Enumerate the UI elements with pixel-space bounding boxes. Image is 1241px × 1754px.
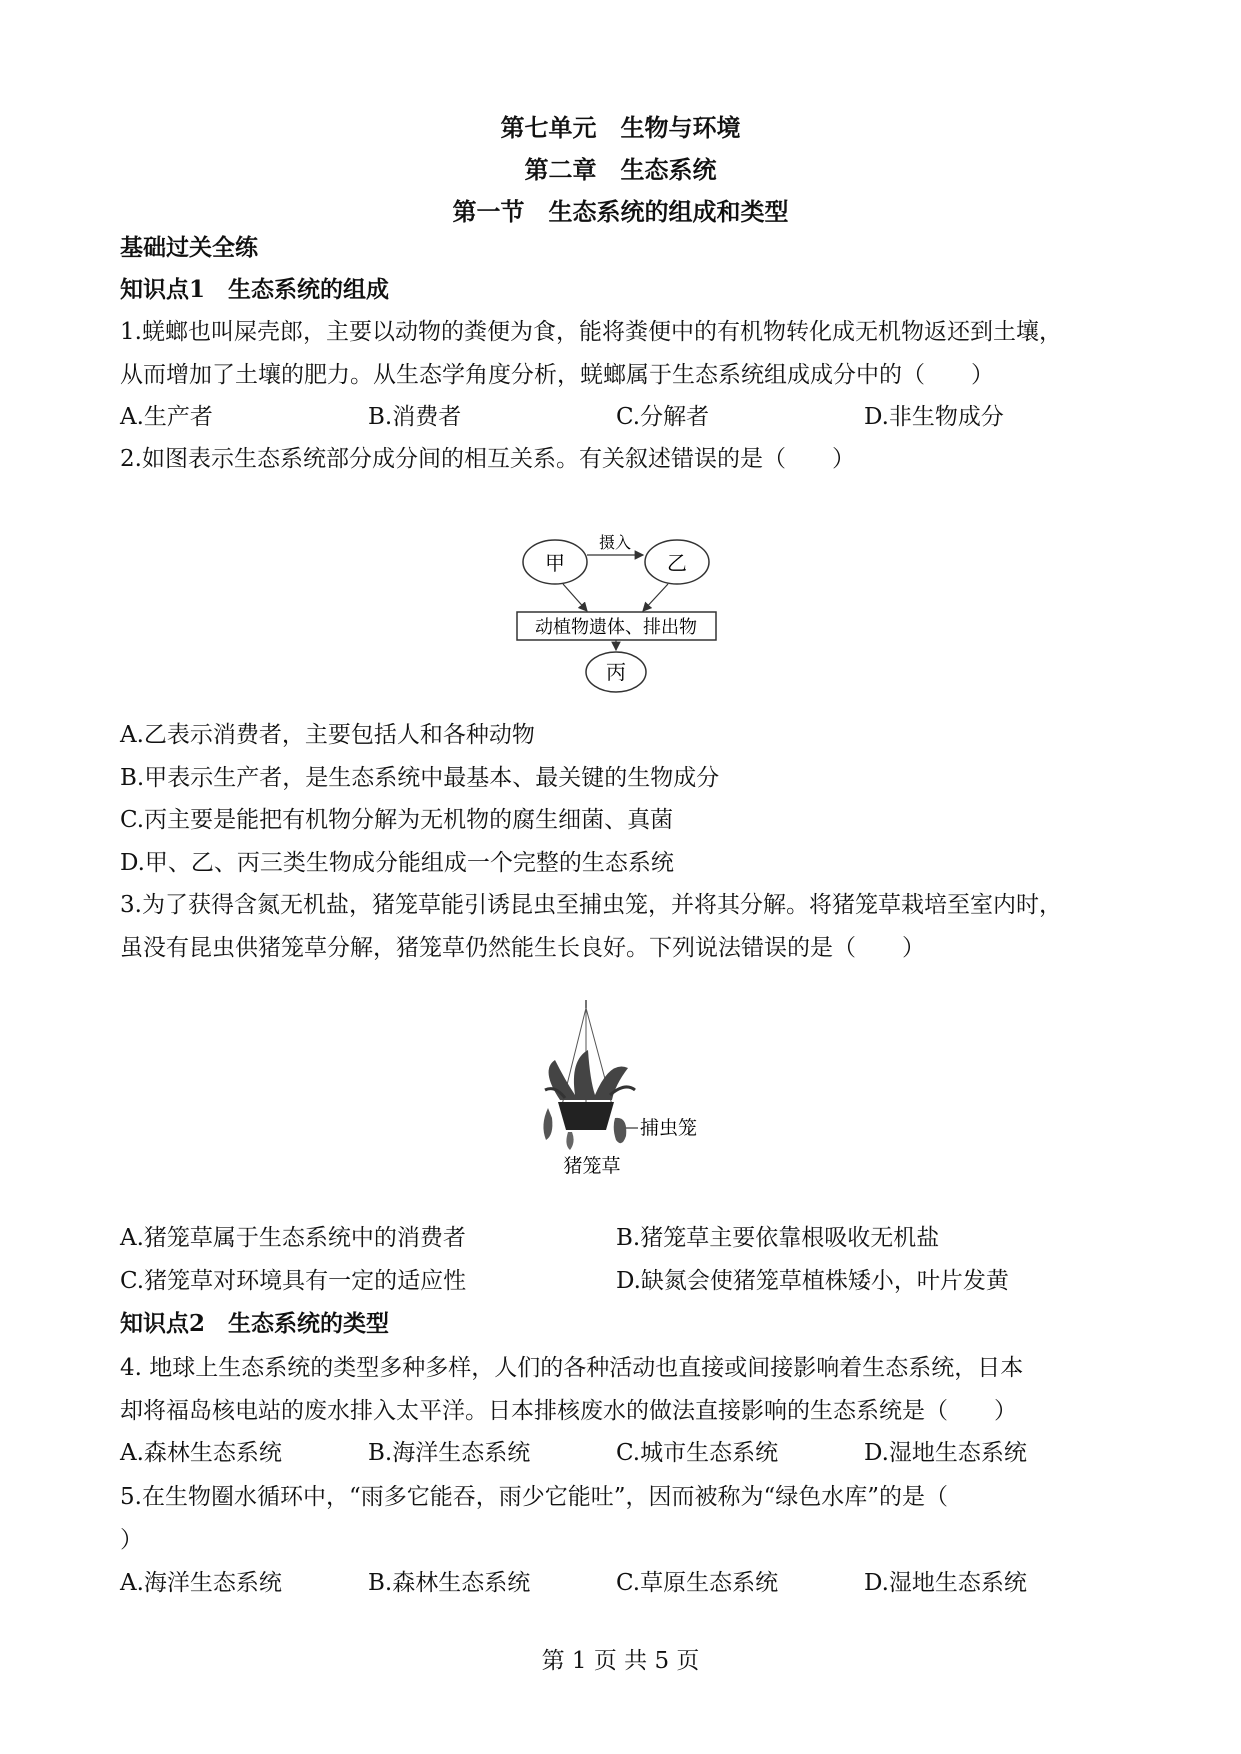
question-2-option-d: D.甲、乙、丙三类生物成分能组成一个完整的生态系统 (120, 850, 674, 876)
practice-heading: 基础过关全练 (120, 234, 258, 261)
ecosystem-relationship-diagram (505, 530, 730, 695)
jia-to-box-arrow (563, 584, 587, 611)
section-title: 第一节 生态系统的组成和类型 (452, 197, 789, 226)
question-3-option-a: A.猪笼草属于生态系统中的消费者 (120, 1225, 466, 1251)
question-2-line-1: 2.如图表示生态系统部分成分间的相互关系。有关叙述错误的是（ ） (120, 446, 855, 472)
chapter-title: 第二章 生态系统 (524, 155, 717, 184)
trap-label: 捕虫笼 (640, 1117, 698, 1139)
bing-label: 丙 (606, 660, 626, 684)
question-2-option-a: A.乙表示消费者，主要包括人和各种动物 (120, 722, 535, 748)
ingest-label: 摄入 (598, 533, 632, 552)
question-4-option-a: A.森林生态系统 (120, 1440, 282, 1466)
unit-title: 第七单元 生物与环境 (500, 113, 741, 142)
jia-label: 甲 (545, 551, 565, 575)
question-3-option-c: C.猪笼草对环境具有一定的适应性 (120, 1268, 467, 1294)
question-4-option-d: D.湿地生态系统 (864, 1440, 1027, 1466)
hanging-pot (558, 1102, 614, 1130)
plant-label: 猪笼草 (563, 1155, 621, 1177)
question-1-option-c: C.分解者 (616, 404, 710, 430)
question-4-option-c: C.城市生态系统 (616, 1440, 779, 1466)
question-5-option-b: B.森林生态系统 (368, 1570, 531, 1596)
question-4-line-1: 4. 地球上生态系统的类型多种多样，人们的各种活动也直接或间接影响着生态系统，日本 (120, 1355, 1024, 1381)
question-4-option-b: B.海洋生态系统 (368, 1440, 531, 1466)
knowledge-point-1-heading: 知识点1 生态系统的组成 (120, 276, 390, 303)
yi-to-box-arrow (643, 584, 668, 611)
question-2-option-b: B.甲表示生产者，是生态系统中最基本、最关键的生物成分 (120, 765, 720, 791)
question-2-option-c: C.丙主要是能把有机物分解为无机物的腐生细菌、真菌 (120, 807, 674, 833)
question-3-line-2: 虽没有昆虫供猪笼草分解，猪笼草仍然能生长良好。下列说法错误的是（ ） (120, 935, 925, 961)
question-1-option-b: B.消费者 (368, 404, 462, 430)
pitcher-plant-figure (540, 1000, 720, 1185)
question-1-option-d: D.非生物成分 (864, 404, 1004, 430)
pitcher-trap (614, 1118, 627, 1143)
question-1-line-1: 1.蜣螂也叫屎壳郎，主要以动物的粪便为食，能将粪便中的有机物转化成无机物返还到土壤， (120, 319, 1062, 345)
question-5-line-1: 5.在生物圈水循环中，“雨多它能吞，雨少它能吐”，因而被称为“绿色水库”的是（ (120, 1484, 948, 1510)
question-5-option-a: A.海洋生态系统 (120, 1570, 282, 1596)
question-1-line-2: 从而增加了土壤的肥力。从生态学角度分析，蜣螂属于生态系统组成成分中的（ ） (120, 362, 994, 388)
yi-label: 乙 (667, 551, 687, 575)
question-3-line-1: 3.为了获得含氮无机盐，猪笼草能引诱昆虫至捕虫笼，并将其分解。将猪笼草栽培至室内时， (120, 892, 1062, 918)
knowledge-point-2-heading: 知识点2 生态系统的类型 (120, 1310, 390, 1337)
question-5-option-c: C.草原生态系统 (616, 1570, 779, 1596)
page-footer: 第 1 页 共 5 页 (541, 1648, 700, 1674)
remains-box-label: 动植物遗体、排出物 (535, 617, 697, 638)
question-5-option-d: D.湿地生态系统 (864, 1570, 1027, 1596)
question-5-line-2: ） (120, 1527, 143, 1553)
question-3-option-b: B.猪笼草主要依靠根吸收无机盐 (616, 1225, 940, 1251)
question-1-option-a: A.生产者 (120, 404, 213, 430)
question-3-option-d: D.缺氮会使猪笼草植株矮小，叶片发黄 (616, 1268, 1009, 1294)
question-4-line-2: 却将福岛核电站的废水排入太平洋。日本排核废水的做法直接影响的生态系统是（ ） (120, 1398, 1017, 1424)
